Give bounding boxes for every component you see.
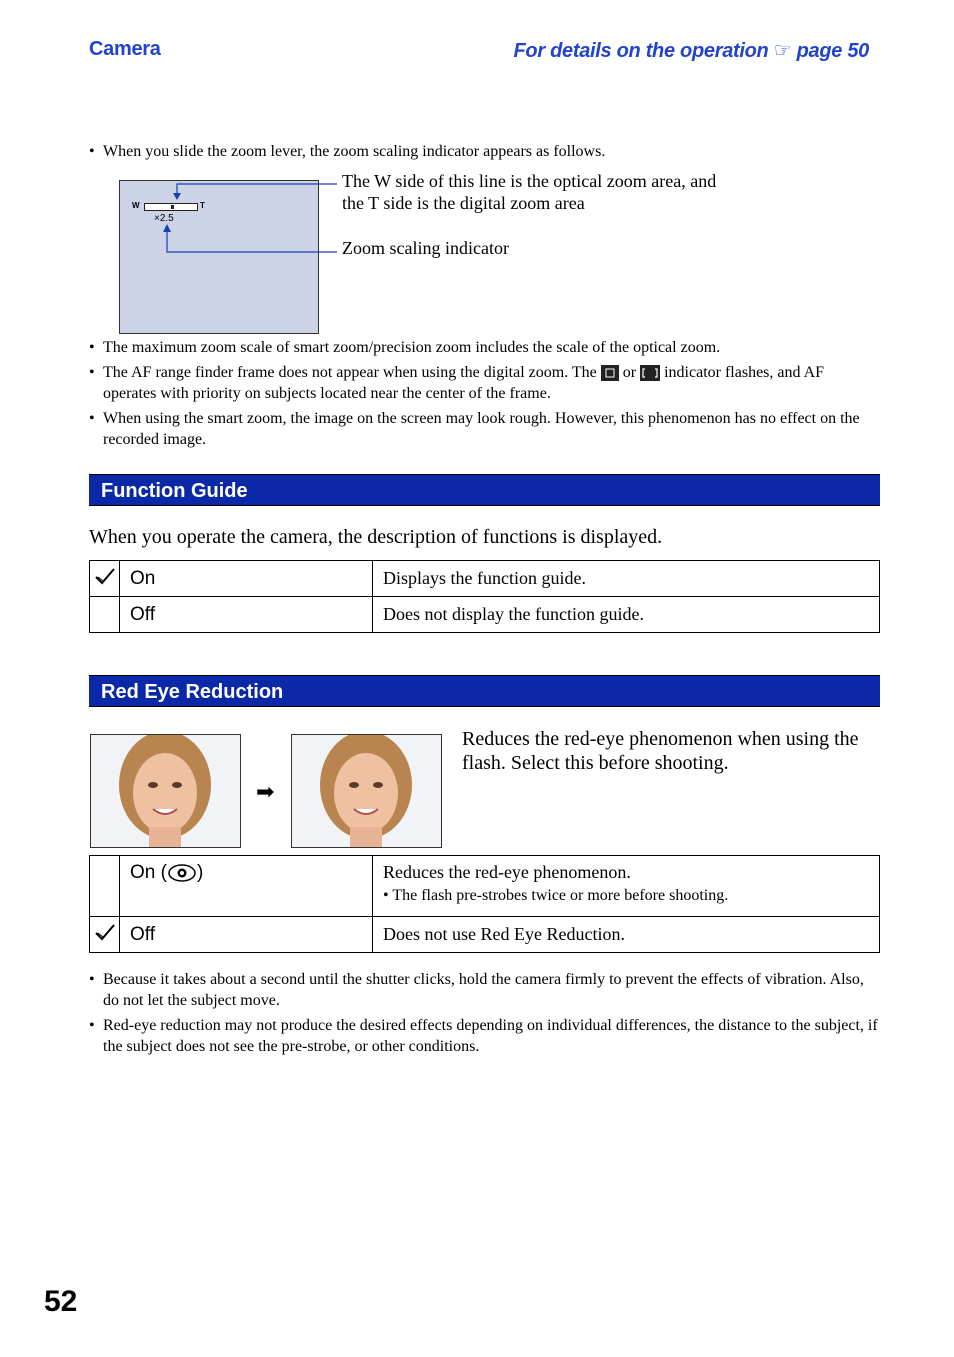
before-photo	[90, 734, 241, 848]
list-item	[89, 362, 879, 404]
default-check-icon	[90, 917, 120, 953]
red-eye-description: Reduces the red-eye phenomenon when using the flash. Select this before shooting.	[462, 728, 859, 774]
zoom-w-label: W	[132, 201, 140, 210]
option-desc-main: Reduces the red-eye phenomenon.	[383, 862, 631, 882]
option-name: On ( )	[120, 856, 373, 917]
list-item: • The maximum zoom scale of smart zoom/precision zoom includes the scale of the optical zoom.	[89, 337, 879, 358]
red-eye-heading: Red Eye Reduction	[89, 675, 880, 707]
table-row[interactable]	[90, 856, 880, 917]
list-item: • Because it takes about a second until the shutter clicks, hold the camera firmly to prevent the effects of vibration. Also, do not let the subject move.	[89, 969, 879, 1011]
default-check-icon	[90, 561, 120, 597]
list-item: • When you slide the zoom lever, the zoom scaling indicator appears as follows.	[89, 141, 879, 162]
option-name: Off	[120, 917, 373, 953]
table-row[interactable]	[90, 597, 880, 633]
af-text-b: indicator flashes, and AF operates with priority on subjects located near the center of the frame.	[103, 364, 825, 402]
option-desc: Displays the function guide.	[373, 561, 880, 597]
zoom-notes-list	[89, 337, 879, 454]
zoom-value: ×2.5	[154, 213, 174, 224]
callout-zoom-line: The W side of this line is the optical zoom area, and the T side is the digital zoom area	[342, 171, 717, 213]
function-guide-heading: Function Guide	[89, 474, 880, 506]
option-name: On	[120, 561, 373, 597]
af-center-icon	[601, 365, 619, 381]
red-eye-table	[89, 855, 880, 953]
header-section: Camera	[89, 38, 161, 60]
zoom-t-label: T	[200, 201, 205, 210]
af-multi-icon	[640, 365, 660, 381]
list-item: • Red-eye reduction may not produce the desired effects depending on individual differences, the distance to the subject, if the subject does not see the pre-strobe, or other conditions.	[89, 1015, 879, 1057]
option-name: Off	[120, 597, 373, 633]
af-text-a: The AF range finder frame does not appear when using the digital zoom. The	[103, 364, 597, 381]
option-desc	[373, 856, 880, 917]
option-desc: Does not display the function guide.	[373, 597, 880, 633]
option-desc: Does not use Red Eye Reduction.	[373, 917, 880, 953]
table-row[interactable]	[90, 917, 880, 953]
arrow-right-icon: ➡	[256, 780, 275, 805]
eye-icon	[167, 863, 197, 883]
header-details-link[interactable]: For details on the operation ☞ page 50	[513, 40, 869, 62]
option-desc-sub: • The flash pre-strobes twice or more before shooting.	[383, 887, 729, 904]
list-item: • When using the smart zoom, the image on the screen may look rough. However, this phenomenon has no effect on the recorded image.	[89, 408, 879, 450]
callout-zoom-indicator: Zoom scaling indicator	[342, 238, 509, 258]
table-row[interactable]	[90, 561, 880, 597]
red-eye-notes-list	[89, 969, 879, 1061]
after-photo	[291, 734, 442, 848]
page-number: 52	[44, 1285, 78, 1318]
af-text-or: or	[622, 364, 637, 381]
function-guide-table	[89, 560, 880, 633]
function-guide-intro: When you operate the camera, the description of functions is displayed.	[89, 526, 663, 548]
